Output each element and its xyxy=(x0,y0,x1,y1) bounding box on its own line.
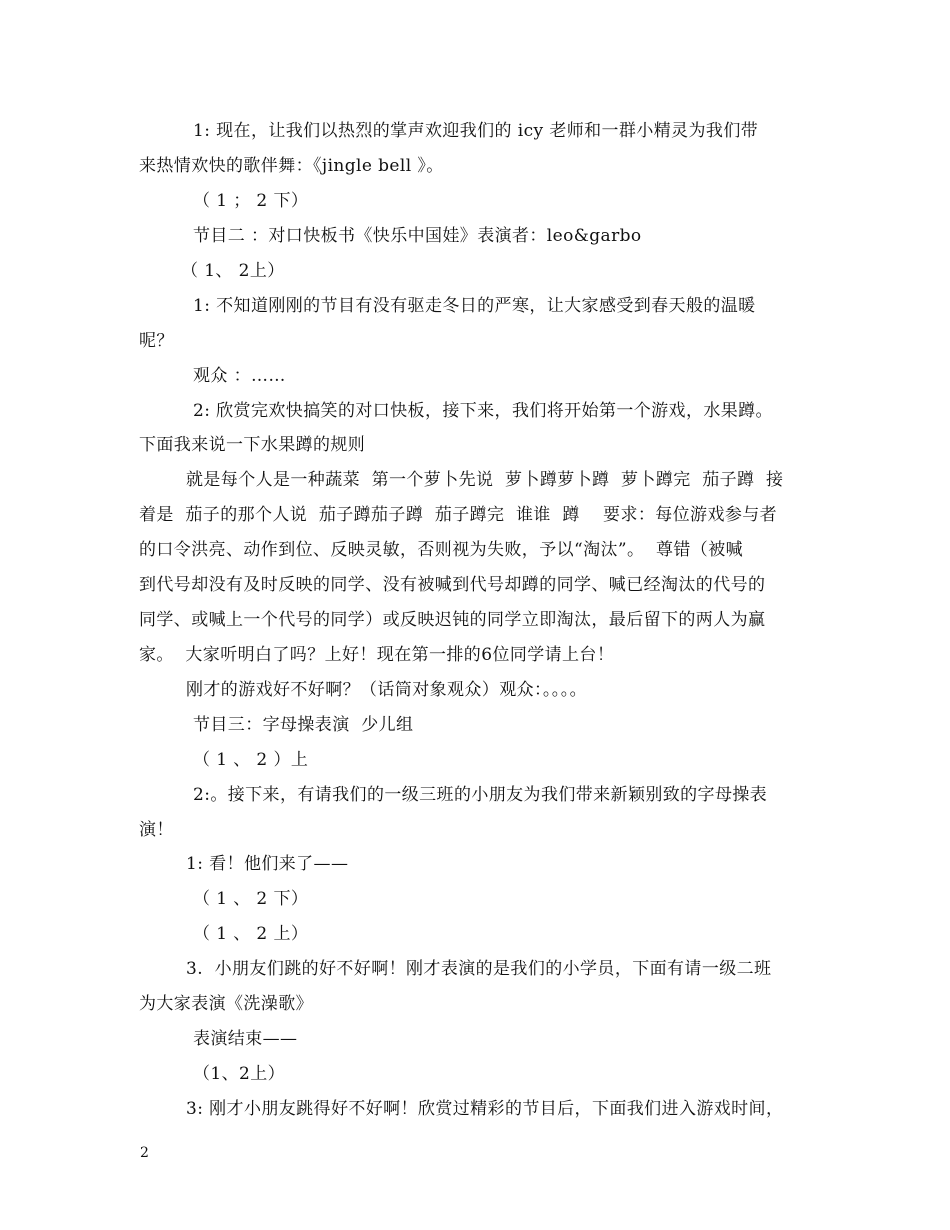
text-line: 为大家表演《洗澡歌》 xyxy=(139,994,313,1014)
text-line: （ 1 、 2 ）上 xyxy=(193,750,309,770)
text-line: 1: 不知道刚刚的节目有没有驱走冬日的严寒，让大家感受到春天般的温暖 xyxy=(193,296,756,316)
text-line: 刚才的游戏好不好啊？（话筒对象观众）观众：。。。。 xyxy=(186,680,587,700)
text-line: （ 1、 2上） xyxy=(181,261,285,281)
text-line: 呢？ xyxy=(139,331,174,351)
text-line: （ 1 ； 2 下） xyxy=(193,191,309,211)
text-line: 3. 小朋友们跳的好不好啊！刚才表演的是我们的小学员，下面有请一级二班 xyxy=(186,959,772,979)
text-line: 节目三：字母操表演 少儿组 xyxy=(193,715,414,735)
text-line: 3: 刚才小朋友跳得好不好啊！欣赏过精彩的节目后，下面我们进入游戏时间， xyxy=(186,1099,784,1119)
text-line: （ 1 、 2 下） xyxy=(193,889,309,909)
text-line: 同学、或喊上一个代号的同学）或反映迟钝的同学立即淘汰，最后留下的两人为赢 xyxy=(139,610,766,630)
text-line: 就是每个人是一种蔬菜 第一个萝卜先说 萝卜蹲萝卜蹲 萝卜蹲完 茄子蹲 接 xyxy=(186,470,784,490)
text-line: 的口令洪亮、动作到位、反映灵敏，否则视为失败，予以“淘汰”。 尊错（被喊 xyxy=(139,540,743,560)
text-line: 2:。接下来，有请我们的一级三班的小朋友为我们带来新颖别致的字母操表 xyxy=(193,785,768,805)
text-line: 来热情欢快的歌伴舞：《jingle bell 》。 xyxy=(139,156,444,176)
text-line: 观众 ：…… xyxy=(193,366,286,386)
text-line: 1: 看！他们来了—— xyxy=(186,854,349,874)
text-line: 下面我来说一下水果蹲的规则 xyxy=(139,435,366,455)
text-line: 1: 现在，让我们以热烈的掌声欢迎我们的 icy 老师和一群小精灵为我们带 xyxy=(193,121,759,141)
text-line: 着是 茄子的那个人说 茄子蹲茄子蹲 茄子蹲完 谁谁 蹲 要求：每位游戏参与者 xyxy=(139,505,778,525)
text-line: 到代号却没有及时反映的同学、没有被喊到代号却蹲的同学、喊已经淘汰的代号的 xyxy=(139,575,766,595)
text-line: 家。 大家听明白了吗？上好！现在第一排的6位同学请上台！ xyxy=(139,645,615,665)
text-line: 演！ xyxy=(139,820,174,840)
text-line: 表演结束—— xyxy=(193,1029,298,1049)
text-line: 2: 欣赏完欢快搞笑的对口快板，接下来，我们将开始第一个游戏，水果蹲。 xyxy=(193,401,773,421)
text-line: 节目二 ：对口快板书《快乐中国娃》表演者：leo&garbo xyxy=(193,226,642,246)
page-number: 2 xyxy=(140,1145,149,1161)
text-line: （1、2上） xyxy=(193,1064,286,1084)
text-line: （ 1 、 2 上） xyxy=(193,924,309,944)
